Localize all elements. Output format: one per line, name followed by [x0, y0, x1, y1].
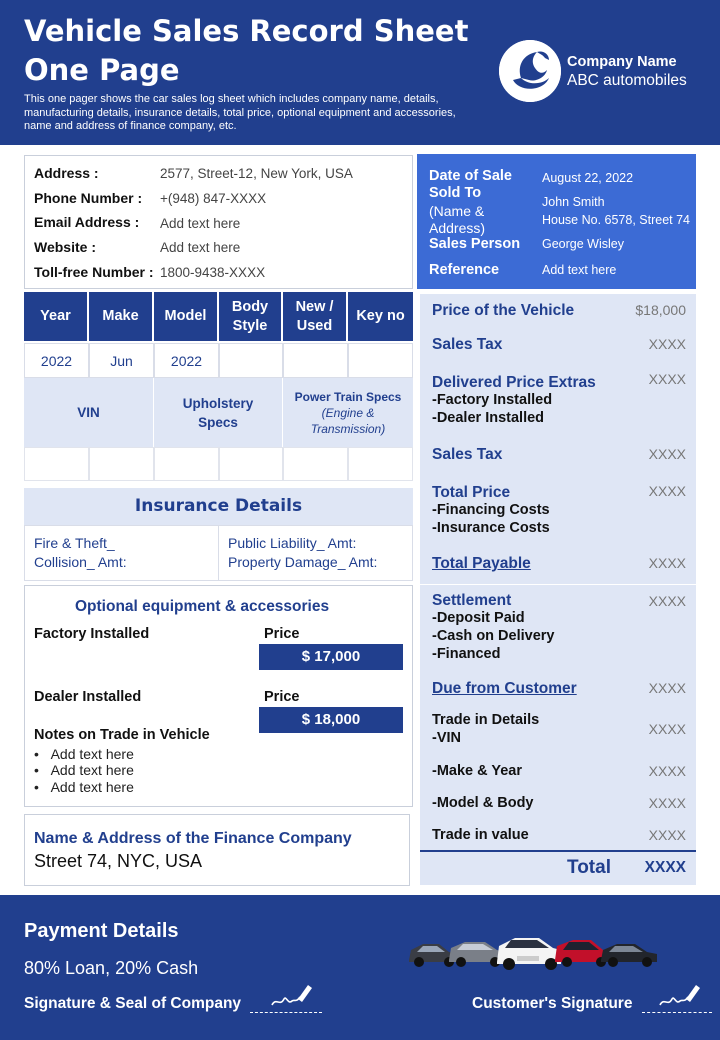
- table-header-cell: Make: [89, 292, 154, 341]
- company-signature-label: Signature & Seal of Company: [24, 995, 242, 1012]
- sales-tax-value: XXXX: [648, 446, 686, 462]
- empty-cell: [154, 447, 219, 481]
- make-year-value: XXXX: [648, 763, 686, 779]
- make-year-label: -Make & Year: [432, 763, 523, 779]
- insurance-divider: [218, 526, 219, 580]
- price-label: Price: [264, 626, 300, 642]
- total-price-sub: -Financing Costs: [432, 502, 550, 518]
- table-cell: [283, 343, 348, 378]
- sold-to-name: John Smith: [542, 195, 605, 209]
- trade-value-value: XXXX: [648, 827, 686, 843]
- pricing-panel: [420, 294, 696, 885]
- empty-cell: [348, 447, 413, 481]
- empty-cell: [219, 447, 283, 481]
- trade-in-label: Trade in Details: [432, 712, 540, 728]
- signature-pen-icon: [658, 983, 702, 1009]
- settlement-sub: -Cash on Delivery: [432, 628, 555, 644]
- table-header-cell: Key no: [348, 292, 413, 341]
- empty-cell: [24, 447, 89, 481]
- customer-signature-label: Customer's Signature: [472, 995, 633, 1012]
- vin-cell: VIN: [24, 378, 154, 447]
- settlement-label: Settlement: [432, 592, 512, 609]
- model-body-label: -Model & Body: [432, 795, 534, 811]
- price-of-vehicle-value: $18,000: [635, 302, 686, 318]
- fire-theft-label: Fire & Theft_: [34, 535, 115, 551]
- due-from-customer-label: Due from Customer: [432, 680, 577, 697]
- list-item: • Add text here: [34, 762, 134, 778]
- address-value: 2577, Street-12, New York, USA: [160, 166, 353, 181]
- note-text: Add text here: [50, 779, 134, 795]
- phone-label: Phone Number :: [34, 190, 143, 206]
- collision-label: Collision_ Amt:: [34, 554, 127, 570]
- list-item: • Add text here: [34, 746, 134, 762]
- table-header-cell: New / Used: [283, 292, 348, 341]
- sold-to-sub: (Name & Address): [429, 203, 486, 236]
- extras-sub: -Dealer Installed: [432, 410, 545, 426]
- table-header-cell: Body Style: [219, 292, 283, 341]
- total-price-value: XXXX: [648, 483, 686, 499]
- trade-value-label: Trade in value: [432, 827, 529, 843]
- factory-price: $ 17,000: [259, 644, 403, 670]
- optional-equipment: [24, 585, 413, 807]
- price-of-vehicle-label: Price of the Vehicle: [432, 302, 575, 319]
- page-title: Vehicle Sales Record Sheet One Page: [24, 14, 469, 87]
- model-body-value: XXXX: [648, 795, 686, 811]
- car-icon: [497, 938, 561, 970]
- total-payable-label: Total Payable: [432, 555, 531, 572]
- payment-details-title: Payment Details: [24, 920, 179, 942]
- table-header-row: [24, 292, 413, 341]
- car-icon: [601, 944, 657, 967]
- table-header-cell: Year: [24, 292, 89, 341]
- table-cell: 2022: [24, 343, 89, 378]
- trade-in-value: XXXX: [648, 721, 686, 737]
- customer-signature-line[interactable]: [642, 1012, 712, 1013]
- price-label: Price: [264, 689, 300, 705]
- company-subtitle: ABC automobiles: [567, 72, 687, 89]
- sales-person-value: George Wisley: [542, 237, 624, 251]
- finance-title: Name & Address of the Finance Company: [34, 830, 352, 847]
- total-price-sub: -Insurance Costs: [432, 520, 550, 536]
- insurance-row: [24, 525, 413, 581]
- total-price-label: Total Price: [432, 484, 511, 501]
- website-value: Add text here: [160, 240, 241, 255]
- contact-details: [24, 155, 413, 289]
- company-name: Company Name: [567, 54, 677, 70]
- settlement-sub: -Financed: [432, 646, 501, 662]
- date-of-sale-value: August 22, 2022: [542, 171, 634, 185]
- sales-tax-label: Sales Tax: [432, 336, 503, 353]
- note-text: Add text here: [50, 762, 134, 778]
- dealer-installed-label: Dealer Installed: [34, 689, 142, 705]
- list-item: • Add text here: [34, 779, 134, 795]
- due-from-customer-value: XXXX: [648, 680, 686, 696]
- insurance-title: Insurance Details: [24, 488, 413, 525]
- settlement-value: XXXX: [648, 593, 686, 609]
- sold-to-label: Sold To: [429, 185, 482, 201]
- table-cell: Jun: [89, 343, 154, 378]
- sales-tax-value: XXXX: [648, 336, 686, 352]
- delivered-extras-label: Delivered Price Extras: [432, 374, 596, 391]
- empty-cell: [283, 447, 348, 481]
- phone-value: +(948) 847-XXXX: [160, 191, 267, 206]
- row-of-cars-image: [405, 920, 665, 970]
- upholstery-cell: Upholstery Specs: [154, 378, 283, 447]
- table-cell: 2022: [154, 343, 219, 378]
- settlement-sub: -Deposit Paid: [432, 610, 525, 626]
- reference-value: Add text here: [542, 263, 617, 277]
- total-payable-value: XXXX: [648, 555, 686, 571]
- finance-address: Street 74, NYC, USA: [34, 851, 203, 871]
- email-label: Email Address :: [34, 214, 140, 230]
- reference-label: Reference: [429, 262, 500, 278]
- date-of-sale-label: Date of Sale: [429, 168, 512, 184]
- crane-bird-logo-icon: [499, 40, 561, 102]
- powertrain-cell: [283, 378, 413, 447]
- public-liability-label: Public Liability_ Amt:: [228, 535, 357, 551]
- total-label: Total: [567, 857, 611, 878]
- sales-person-label: Sales Person: [429, 236, 521, 252]
- factory-installed-label: Factory Installed: [34, 626, 150, 642]
- dealer-price: $ 18,000: [259, 707, 403, 733]
- powertrain-title: Power Train Specs: [294, 389, 402, 404]
- vehicle-table: [24, 292, 413, 581]
- tollfree-label: Toll-free Number :: [34, 264, 154, 280]
- page-header: [0, 0, 720, 145]
- powertrain-sub: (Engine & Transmission): [310, 405, 386, 436]
- page-description: This one pager shows the car sales log sheet which includes company name, details, manufacturing details, insurance details, total price, optional equipment and accessories, name and address of finance company, etc.: [24, 93, 456, 132]
- delivered-extras-value: XXXX: [648, 371, 686, 387]
- total-value: XXXX: [644, 859, 686, 876]
- table-header-cell: Model: [154, 292, 219, 341]
- sale-info: [417, 154, 696, 289]
- email-value: Add text here: [160, 216, 241, 231]
- note-text: Add text here: [50, 746, 134, 762]
- signature-pen-icon: [270, 983, 314, 1009]
- empty-cell: [89, 447, 154, 481]
- property-damage-label: Property Damage_ Amt:: [228, 554, 378, 570]
- payment-terms: 80% Loan, 20% Cash: [24, 958, 199, 978]
- notes-label: Notes on Trade in Vehicle: [34, 727, 210, 743]
- sales-tax-label: Sales Tax: [432, 446, 503, 463]
- extras-sub: -Factory Installed: [432, 392, 553, 408]
- table-cell: [348, 343, 413, 378]
- company-signature-line[interactable]: [250, 1012, 322, 1013]
- tollfree-value: 1800-9438-XXXX: [160, 265, 266, 280]
- table-cell: [219, 343, 283, 378]
- sold-to-address: House No. 6578, Street 74: [542, 213, 691, 227]
- trade-in-sub: -VIN: [432, 730, 461, 746]
- section-divider: [420, 584, 696, 585]
- finance-company: [24, 814, 410, 886]
- payment-footer: [0, 895, 720, 1040]
- total-divider: [420, 850, 696, 852]
- car-icon: [449, 942, 505, 967]
- address-label: Address :: [34, 165, 99, 181]
- optional-title: Optional equipment & accessories: [75, 598, 330, 615]
- website-label: Website :: [34, 239, 96, 255]
